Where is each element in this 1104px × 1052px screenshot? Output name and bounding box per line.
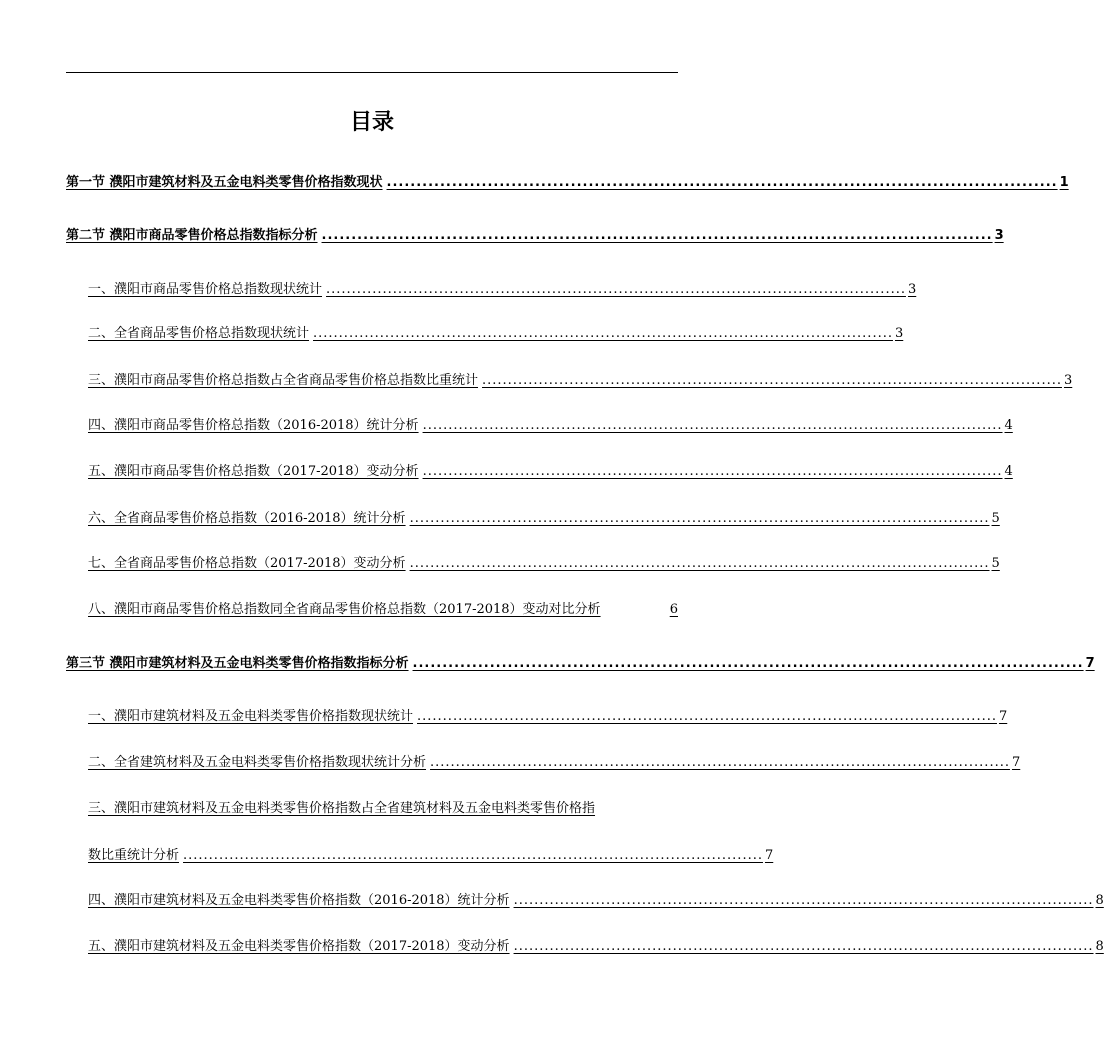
toc-leader: ................................................................................................................. bbox=[513, 893, 1094, 908]
toc-page-number: 3 bbox=[1063, 373, 1073, 388]
toc-page-number: 8 bbox=[1095, 939, 1104, 954]
toc-title: 目录 bbox=[349, 110, 394, 135]
toc-entry-section-2[interactable] bbox=[66, 225, 1004, 247]
toc-leader: ................................................................................................................. bbox=[409, 556, 990, 571]
toc-entry-3-3-line-1[interactable] bbox=[88, 798, 678, 820]
toc-entry-3-2[interactable] bbox=[88, 752, 1021, 774]
toc-page-number: 6 bbox=[669, 602, 678, 617]
toc-entry-label: 五、濮阳市建筑材料及五金电料类零售价格指数（2017-2018）变动分析 bbox=[88, 939, 510, 954]
toc-entry-label: 第二节 濮阳市商品零售价格总指数指标分析 bbox=[66, 228, 318, 243]
toc-page-number: 8 bbox=[1095, 893, 1104, 908]
toc-entry-section-3[interactable] bbox=[66, 653, 1095, 675]
toc-page-number: 5 bbox=[991, 511, 1000, 526]
toc-entry-2-7[interactable] bbox=[88, 553, 1000, 575]
toc-page-number: 3 bbox=[994, 228, 1004, 243]
toc-entry-2-6[interactable] bbox=[88, 508, 1000, 530]
toc-entry-label: 五、濮阳市商品零售价格总指数（2017-2018）变动分析 bbox=[88, 464, 419, 479]
toc-entry-2-4[interactable] bbox=[88, 415, 1013, 437]
toc-leader: ................................................................................................................. bbox=[417, 709, 997, 724]
toc-entry-label: 七、全省商品零售价格总指数（2017-2018）变动分析 bbox=[88, 556, 406, 571]
toc-entry-label: 二、全省商品零售价格总指数现状统计 bbox=[88, 326, 310, 341]
toc-entry-label: 第一节 濮阳市建筑材料及五金电料类零售价格指数现状 bbox=[66, 175, 383, 190]
toc-entry-label: 数比重统计分析 bbox=[88, 848, 180, 863]
toc-leader: ................................................................................................................. bbox=[321, 228, 993, 243]
toc-entry-2-3[interactable] bbox=[88, 370, 1073, 392]
toc-page-number: 4 bbox=[1004, 418, 1013, 433]
toc-leader: ................................................................................................................. bbox=[183, 848, 763, 863]
toc-entry-2-1[interactable] bbox=[88, 279, 917, 301]
toc-page-number: 3 bbox=[894, 326, 904, 341]
toc-entry-2-5[interactable] bbox=[88, 461, 1013, 483]
toc-page-number: 4 bbox=[1004, 464, 1013, 479]
toc-entry-3-3-line-2[interactable] bbox=[88, 845, 774, 867]
toc-leader: ................................................................................................................. bbox=[313, 326, 893, 341]
toc-entry-3-1[interactable] bbox=[88, 706, 1008, 728]
toc-leader: ................................................................................................................. bbox=[430, 755, 1010, 770]
toc-entry-label: 二、全省建筑材料及五金电料类零售价格指数现状统计分析 bbox=[88, 755, 427, 770]
toc-entry-label: 八、濮阳市商品零售价格总指数同全省商品零售价格总指数（2017-2018）变动对比分析 bbox=[88, 602, 601, 617]
toc-leader: ................................................................................................................. bbox=[513, 939, 1094, 954]
toc-entry-2-2[interactable] bbox=[88, 323, 904, 345]
toc-entry-2-8[interactable] bbox=[88, 599, 678, 621]
toc-page-number: 5 bbox=[991, 556, 1000, 571]
toc-entry-label: 一、濮阳市商品零售价格总指数现状统计 bbox=[88, 282, 323, 297]
toc-leader: ................................................................................................................. bbox=[326, 282, 906, 297]
toc-entry-section-1[interactable] bbox=[66, 172, 1069, 194]
toc-page-number: 7 bbox=[1011, 755, 1021, 770]
toc-entry-label: 四、濮阳市建筑材料及五金电料类零售价格指数（2016-2018）统计分析 bbox=[88, 893, 510, 908]
toc-page-number: 3 bbox=[907, 282, 917, 297]
toc-leader: ................................................................................................................. bbox=[412, 656, 1084, 671]
toc-entry-label: 六、全省商品零售价格总指数（2016-2018）统计分析 bbox=[88, 511, 406, 526]
toc-page-number: 7 bbox=[998, 709, 1008, 724]
toc-page-number: 7 bbox=[1085, 656, 1095, 671]
toc-entry-label: 三、濮阳市建筑材料及五金电料类零售价格指数占全省建筑材料及五金电料类零售价格指 bbox=[88, 801, 596, 816]
toc-entry-label: 第三节 濮阳市建筑材料及五金电料类零售价格指数指标分析 bbox=[66, 656, 409, 671]
toc-leader: ................................................................................................................. bbox=[386, 175, 1058, 190]
toc-page-number: 1 bbox=[1059, 175, 1069, 190]
header-rule bbox=[66, 72, 678, 73]
toc-leader: ................................................................................................................. bbox=[422, 418, 1003, 433]
toc-entry-3-5[interactable] bbox=[88, 936, 1104, 958]
toc-leader: ................................................................................................................. bbox=[409, 511, 990, 526]
toc-entry-label: 一、濮阳市建筑材料及五金电料类零售价格指数现状统计 bbox=[88, 709, 414, 724]
toc-leader: ................................................................................................................. bbox=[482, 373, 1062, 388]
toc-entry-label: 四、濮阳市商品零售价格总指数（2016-2018）统计分析 bbox=[88, 418, 419, 433]
toc-entry-3-4[interactable] bbox=[88, 890, 1104, 912]
toc-page-number: 7 bbox=[764, 848, 774, 863]
toc-leader: ................................................................................................................. bbox=[422, 464, 1003, 479]
toc-entry-label: 三、濮阳市商品零售价格总指数占全省商品零售价格总指数比重统计 bbox=[88, 373, 479, 388]
